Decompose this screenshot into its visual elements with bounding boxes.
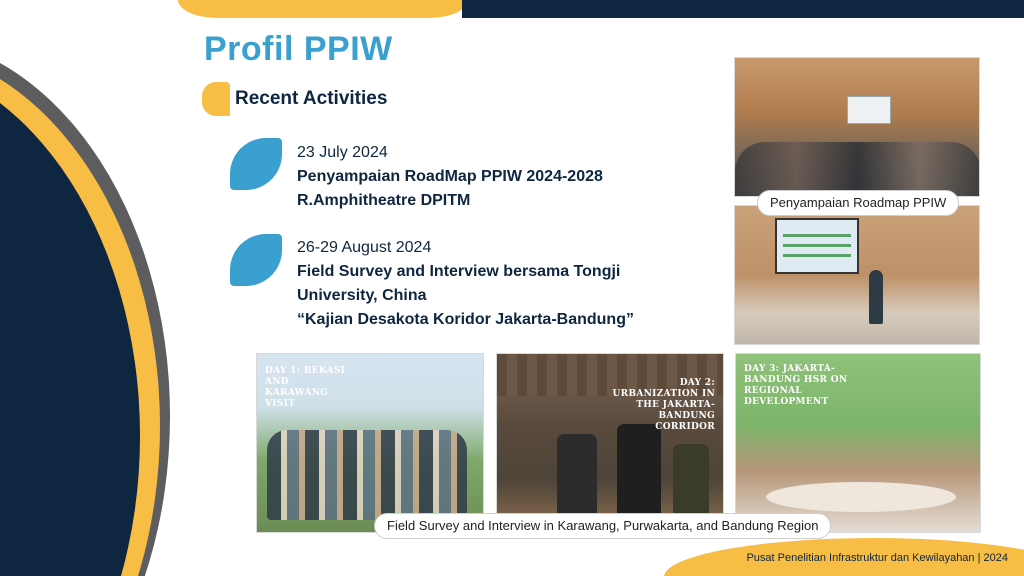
leaf-bullet-icon bbox=[230, 234, 282, 286]
activity-title-line: Field Survey and Interview bersama Tongji bbox=[297, 263, 621, 280]
activity-item bbox=[297, 141, 697, 213]
photo-roadmap-presenter bbox=[734, 205, 980, 345]
audience-silhouette bbox=[735, 142, 980, 196]
activity-title-line: University, China bbox=[297, 287, 427, 304]
projector-screen bbox=[847, 96, 891, 124]
meeting-table bbox=[766, 482, 956, 512]
activity-study-title: “Kajian Desakota Koridor Jakarta-Bandung” bbox=[297, 311, 634, 328]
photo-day1-group bbox=[256, 353, 484, 533]
leaf-bullet-icon bbox=[230, 138, 282, 190]
photo-day3-meeting bbox=[735, 353, 981, 533]
slide-line bbox=[783, 254, 851, 257]
activity-date: 23 July 2024 bbox=[297, 144, 388, 161]
photo-overlay-text: DAY 2: URBANIZATION IN THE JAKARTA-BANDUNG CORRIDOR bbox=[612, 378, 715, 432]
photo-overlay-text: DAY 3: JAKARTA-BANDUNG HSR ON REGIONAL DEVELOPMENT bbox=[744, 364, 848, 407]
activity-location: R.Amphitheatre DPITM bbox=[297, 192, 471, 209]
top-yellow-band bbox=[178, 0, 468, 18]
presentation-screen bbox=[775, 218, 859, 274]
photo-caption: Penyampaian Roadmap PPIW bbox=[757, 190, 959, 216]
activity-item bbox=[297, 236, 707, 332]
slide-line bbox=[783, 244, 851, 247]
footer-text: Pusat Penelitian Infrastruktur dan Kewilayahan | 2024 bbox=[746, 552, 1008, 564]
photo-day2-discussion bbox=[496, 353, 724, 533]
photo-caption: Field Survey and Interview in Karawang, Purwakarta, and Bandung Region bbox=[374, 513, 831, 539]
activity-date: 26-29 August 2024 bbox=[297, 239, 432, 256]
presenter-figure bbox=[869, 270, 883, 324]
photo-roadmap-audience bbox=[734, 57, 980, 197]
activity-title: Penyampaian RoadMap PPIW 2024-2028 bbox=[297, 168, 603, 185]
subtitle-marker-icon bbox=[202, 82, 230, 116]
group-silhouette bbox=[267, 430, 467, 520]
photo-overlay-text: DAY 1: BEKASI AND KARAWANG VISIT bbox=[265, 366, 346, 409]
top-navy-band bbox=[462, 0, 1024, 18]
page-title: Profil PPIW bbox=[204, 30, 393, 68]
section-subtitle: Recent Activities bbox=[235, 88, 388, 109]
slide-line bbox=[783, 234, 851, 237]
